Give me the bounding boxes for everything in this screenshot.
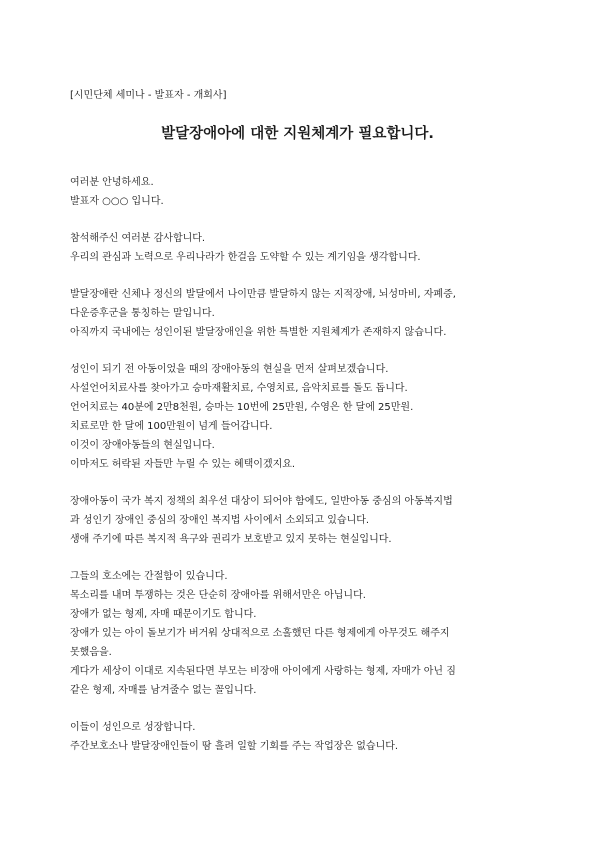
paragraph: [70, 492, 528, 549]
paragraph-gap: [70, 267, 528, 285]
text-line: 생애 주기에 따른 복지적 욕구와 권리가 보호받고 있지 못하는 현실입니다.: [70, 534, 392, 545]
document-title: 발달장애아에 대한 지원체계가 필요합니다.: [161, 126, 434, 142]
text-line: 발달장애란 신체나 정신의 발달에서 나이만큼 발달하지 않는 지적장애, 뇌성마비, 자폐증,: [70, 289, 456, 300]
text-line: 장애가 없는 형제, 자매 때문이기도 합니다.: [70, 609, 257, 620]
paragraph-gap: [70, 211, 528, 229]
text-line: 목소리를 내며 투쟁하는 것은 단순히 장애아를 위해서만은 아닙니다.: [70, 590, 366, 601]
text-line: 장애아동이 국가 복지 정책의 최우선 대상이 되어야 함에도, 일반아동 중심의 아동복지법: [70, 496, 453, 507]
document-body: [70, 173, 528, 756]
paragraph: [70, 718, 528, 756]
text-line: 이들이 성인으로 성장합니다.: [70, 722, 196, 733]
text-line: 그들의 호소에는 간절함이 있습니다.: [70, 571, 228, 582]
paragraph: [70, 567, 528, 700]
text-line: 참석해주신 여러분 감사합니다.: [70, 233, 206, 244]
text-line: 이것이 장애아동들의 현실입니다.: [70, 440, 215, 451]
text-line: 치료로만 한 달에 100만원이 넘게 들어갑니다.: [70, 421, 273, 432]
text-line: 게다가 세상이 이대로 지속된다면 부모는 비장애 아이에게 사랑하는 형제, 자매가 아닌 짐: [70, 666, 456, 677]
text-line: 주간보호소나 발달장애인들이 땀 흘려 일할 기회를 주는 작업장은 없습니다.: [70, 741, 399, 752]
paragraph-gap: [70, 549, 528, 567]
paragraph: [70, 229, 528, 267]
text-line: 성인이 되기 전 아동이었을 때의 장애아동의 현실을 먼저 살펴보겠습니다.: [70, 364, 389, 375]
text-line: 못했음을.: [70, 647, 112, 658]
paragraph-gap: [70, 700, 528, 718]
paragraph: [70, 285, 528, 342]
text-line: 다운증후군을 통칭하는 말입니다.: [70, 308, 215, 319]
text-line: 우리의 관심과 노력으로 우리나라가 한걸음 도약할 수 있는 계기임을 생각합니다.: [70, 252, 421, 263]
text-line: 사설언어치료사를 찾아가고 승마재활치료, 수영치료, 음악치료를 돌도 돕니다.: [70, 383, 408, 394]
document-header: [시민단체 세미나 - 발표자 - 개회사]: [70, 90, 227, 101]
text-line: 아직까지 국내에는 성인이된 발달장애인을 위한 특별한 지원체계가 존재하지 않습니다.: [70, 327, 447, 338]
text-line: 이마저도 허락된 자들만 누릴 수 있는 혜택이겠지요.: [70, 459, 296, 470]
paragraph-gap: [70, 474, 528, 492]
paragraph-gap: [70, 342, 528, 360]
text-line: 여러분 안녕하세요.: [70, 177, 154, 188]
text-line: 발표자 ○○○ 입니다.: [70, 196, 164, 207]
text-line: 장애가 있는 아이 돌보기가 버거워 상대적으로 소홀했던 다른 형제에게 아무것도 해주지: [70, 628, 450, 639]
text-line: 언어치료는 40분에 2만8천원, 승마는 10번에 25만원, 수영은 한 달에 25만원.: [70, 402, 414, 413]
text-line: 같은 형제, 자매를 남겨줄수 없는 꼴입니다.: [70, 685, 257, 696]
paragraph: [70, 360, 528, 474]
text-line: 과 성인기 장애인 중심의 장애인 복지법 사이에서 소외되고 있습니다.: [70, 515, 370, 526]
paragraph: [70, 173, 528, 211]
